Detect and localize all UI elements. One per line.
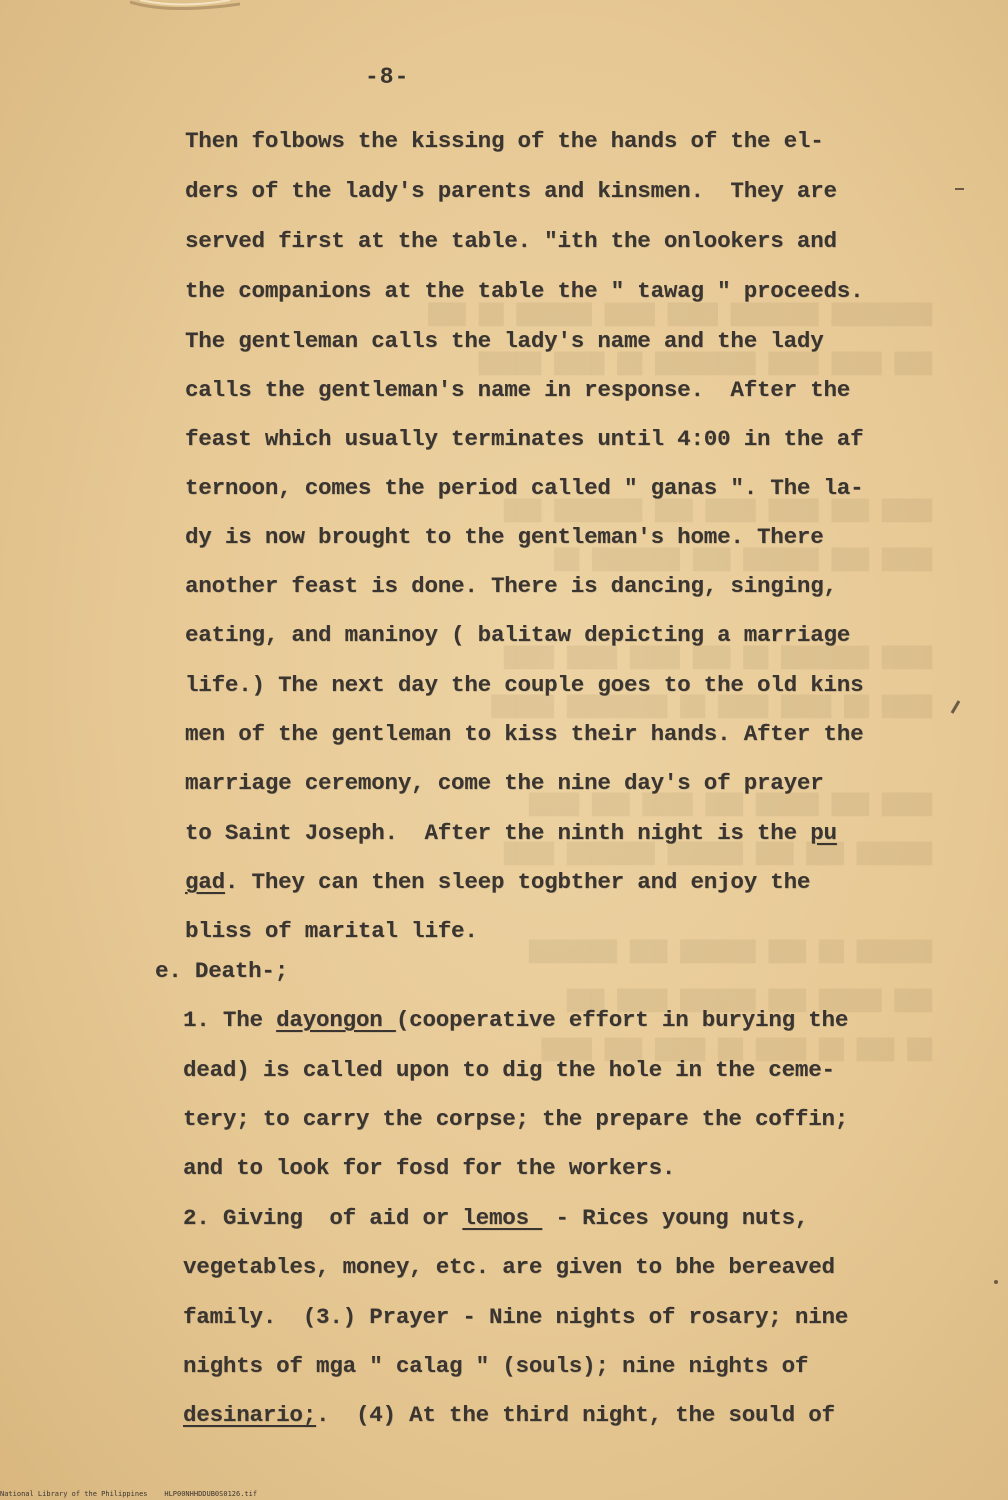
text-line — [185, 918, 478, 944]
text-segment: ternoon, comes the period called " ganas ". The la- — [185, 475, 864, 501]
text-segment: life.) The next day the couple goes to the old kins — [185, 672, 864, 698]
text-segment: . (4) At the third night, the sould of — [316, 1402, 835, 1428]
text-segment: calls the gentleman's name in response. After the — [185, 377, 851, 403]
text-segment: served first at the table. "ith the onlookers and — [185, 228, 837, 254]
text-line — [185, 475, 863, 501]
text-line — [185, 178, 837, 204]
text-segment: dead) is called upon to dig the hole in the ceme- — [183, 1057, 835, 1083]
text-segment: and to look for fosd for the workers. — [183, 1155, 676, 1181]
text-segment: marriage ceremony, come the nine day's of prayer — [185, 770, 824, 796]
text-line — [185, 573, 837, 599]
text-segment: (cooperative effort in burying the — [395, 1007, 849, 1033]
text-line — [155, 958, 288, 984]
text-segment: tery; to carry the corpse; the prepare the coffin; — [183, 1106, 849, 1132]
text-segment: the companions at the table the " tawag " proceeds. — [185, 278, 864, 304]
text-segment: e. Death-; — [155, 958, 289, 984]
margin-mark — [951, 700, 961, 714]
text-segment: 2. Giving of aid or — [183, 1205, 463, 1231]
text-line — [185, 869, 810, 895]
text-line — [185, 128, 824, 154]
margin-mark — [994, 1280, 998, 1284]
text-segment: ders of the lady's parents and kinsmen. They are — [185, 178, 837, 204]
scan-footer: National Library of the Philippines HLP00NHHDDUB0S0126.tif — [0, 1490, 258, 1498]
text-segment: family. (3.) Prayer - Nine nights of rosary; nine — [183, 1304, 849, 1330]
underlined-term: desinario; — [183, 1402, 317, 1428]
underlined-term: dayongon — [276, 1007, 396, 1033]
text-line — [185, 426, 863, 452]
text-segment: dy is now brought to the gentleman's home. There — [185, 524, 824, 550]
text-line — [185, 622, 850, 648]
underlined-term: pu — [810, 820, 837, 846]
text-line — [185, 328, 824, 354]
text-line — [183, 1254, 835, 1280]
text-segment: feast which usually terminates until 4:00 in the af — [185, 426, 864, 452]
text-line — [185, 770, 824, 796]
bleed-through-text: ████████ ███████ ████ ████ ██████ ██ ███ ███ ████ ████ ████████ ██ ████ █████ ████ ███ ████ ████ ███ ███████ ███ ████ ███ ██████ ███ ███████ ██ ████ ███████ ██ ███ ████ ████ ████ ████ ██ ████ ████ ██ ████████ █████ ████ ███ █████ ███ ████ ███ ████ ██████ ███ ███ ██████ ███████ ████ ██████ ██ ███ ██████ ███ ███████ ███ █████ ███ ██████ ████ ███ ██ ███ ██ ████ ██ ████ ███ ████ — [428, 304, 933, 1062]
text-line — [183, 1106, 848, 1132]
text-line — [185, 377, 850, 403]
text-segment: to Saint Joseph. After the ninth night is the — [185, 820, 811, 846]
text-line — [183, 1205, 808, 1231]
text-segment: 1. The — [183, 1007, 277, 1033]
text-line — [185, 672, 863, 698]
text-line — [183, 1353, 808, 1379]
text-line — [183, 1057, 835, 1083]
text-line — [185, 278, 863, 304]
text-segment: bliss of marital life. — [185, 918, 478, 944]
underlined-term: gad — [185, 869, 225, 895]
corner-fold — [130, 0, 240, 14]
text-segment: . They can then sleep togbther and enjoy the — [224, 869, 811, 895]
text-segment: men of the gentleman to kiss their hands. After the — [185, 721, 864, 747]
text-line — [185, 820, 837, 846]
text-segment: Then folbows the kissing of the hands of the el- — [185, 128, 824, 154]
text-segment: another feast is done. There is dancing, singing, — [185, 573, 837, 599]
text-line — [183, 1402, 835, 1428]
text-line — [185, 721, 863, 747]
text-segment: The gentleman calls the lady's name and the lady — [185, 328, 824, 354]
margin-mark — [955, 188, 964, 190]
underlined-term: lemos — [462, 1205, 543, 1231]
text-line — [183, 1155, 675, 1181]
text-line — [183, 1007, 848, 1033]
text-segment: eating, and maninoy ( balitaw depicting a marriage — [185, 622, 851, 648]
text-line — [185, 228, 837, 254]
text-line — [183, 1304, 848, 1330]
text-segment: nights of mga " calag " (souls); nine nights of — [183, 1353, 809, 1379]
text-segment: - Rices young nuts, — [542, 1205, 809, 1231]
text-segment: vegetables, money, etc. are given to bhe bereaved — [183, 1254, 835, 1280]
text-line — [185, 524, 824, 550]
page-number: -8- — [365, 64, 410, 90]
